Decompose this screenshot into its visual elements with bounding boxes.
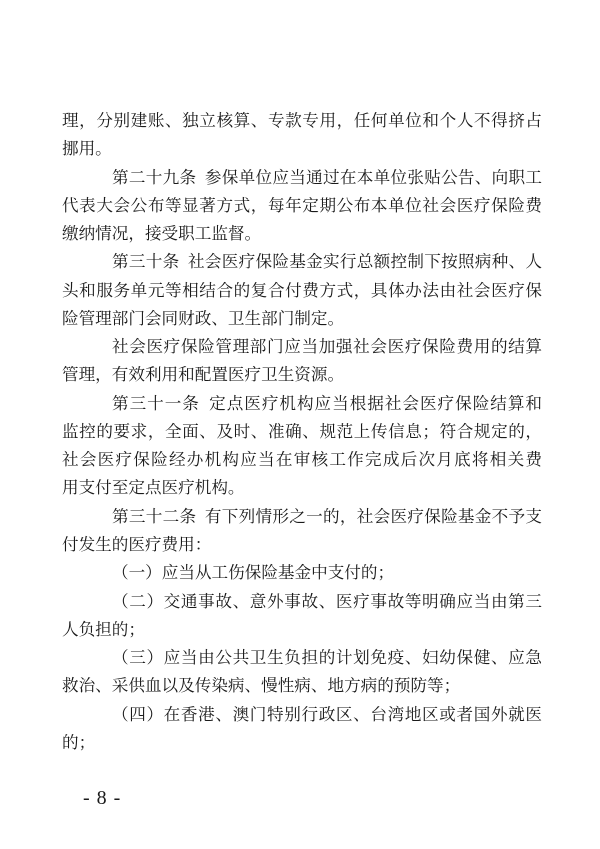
text-line: 监控的要求，全面、及时、准确、规范上传信息；符合规定的， bbox=[62, 421, 542, 441]
text-line: 社会医疗保险管理部门应当加强社会医疗保险费用的结算 bbox=[112, 337, 542, 357]
text-line: 付发生的医疗费用： bbox=[62, 534, 212, 554]
text-line: （四）在香港、澳门特别行政区、台湾地区或者国外就医 bbox=[112, 704, 542, 724]
text-line: （一）应当从工伤保险基金中支付的； bbox=[112, 563, 395, 583]
text-line: 用支付至定点医疗机构。 bbox=[62, 478, 245, 498]
text-line: 的； bbox=[62, 732, 96, 752]
text-line: （二）交通事故、意外事故、医疗事故等明确应当由第三 bbox=[112, 591, 542, 611]
text-line: 救治、采供血以及传染病、慢性病、地方病的预防等； bbox=[62, 676, 461, 696]
text-line: 管理，有效利用和配置医疗卫生资源。 bbox=[62, 365, 345, 385]
text-line: 社会医疗保险经办机构应当在审核工作完成后次月底将相关费 bbox=[62, 450, 542, 470]
text-line: 缴纳情况，接受职工监督。 bbox=[62, 224, 262, 244]
text-line: 人负担的； bbox=[62, 619, 145, 639]
text-line: 第三十二条 有下列情形之一的，社会医疗保险基金不予支 bbox=[112, 506, 542, 526]
text-line: 第二十九条 参保单位应当通过在本单位张贴公告、向职工 bbox=[112, 167, 542, 187]
text-line: 头和服务单元等相结合的复合付费方式，具体办法由社会医疗保 bbox=[62, 280, 542, 300]
page-number: - 8 - bbox=[83, 787, 122, 809]
document-body bbox=[62, 107, 542, 757]
text-line: 挪用。 bbox=[62, 139, 112, 159]
text-line: 代表大会公布等显著方式，每年定期公布本单位社会医疗保险费 bbox=[62, 195, 542, 215]
text-line: 理，分别建账、独立核算、专款专用，任何单位和个人不得挤占 bbox=[62, 111, 542, 130]
text-line: 第三十条 社会医疗保险基金实行总额控制下按照病种、人 bbox=[112, 252, 542, 272]
text-line: 第三十一条 定点医疗机构应当根据社会医疗保险结算和 bbox=[112, 393, 542, 413]
text-line: （三）应当由公共卫生负担的计划免疫、妇幼保健、应急 bbox=[112, 648, 542, 668]
text-line: 险管理部门会同财政、卫生部门制定。 bbox=[62, 308, 345, 328]
